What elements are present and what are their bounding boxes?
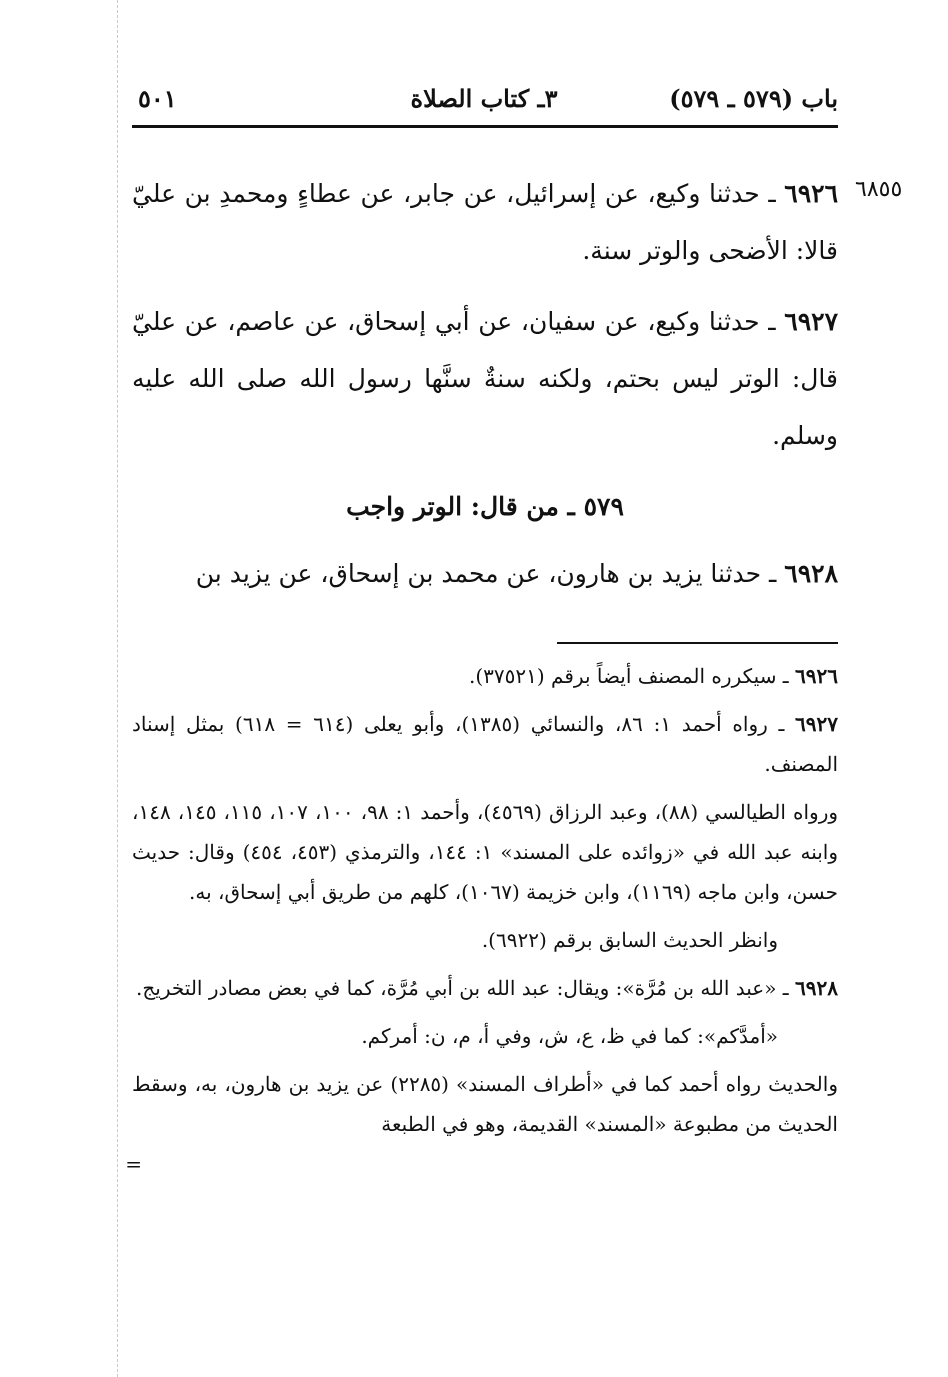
margin-hadith-marker: ٦٨٥٥: [855, 177, 903, 202]
header-rule: [132, 125, 838, 128]
hadith-6927: [132, 293, 838, 464]
page-header: [130, 84, 838, 124]
section-heading: ٥٧٩ ـ من قال: الوتر واجب: [346, 492, 624, 521]
footnote-6928-variant: «أمدَّكم»: كما في ظ، ع، ش، وفي أ، م، ن: أمركم.: [361, 1024, 778, 1048]
hadith-number: ٦٩٢٨: [784, 559, 838, 588]
footnote-6927-see-also: وانظر الحديث السابق برقم (٦٩٢٢).: [481, 928, 778, 952]
footnote-text: ـ «عبد الله بن مُرَّة»: ويقال: عبد الله بن أبي مُرَّة، كما في بعض مصادر التخريج.: [136, 976, 796, 1000]
hadith-text: ـ حدثنا وكيع، عن سفيان، عن أبي إسحاق، عن عاصم، عن عليّ قال: الوتر ليس بحتم، ولكنه سنةٌ سنَّها رسول الله صلى الله عليه وسلم.: [132, 307, 838, 450]
page-number: ٥٠١: [138, 84, 177, 113]
hadith-6928: [132, 545, 838, 602]
footnote-separator: [557, 642, 838, 644]
main-text: [132, 165, 838, 602]
chapter-range: باب (٥٧٩ ـ ٥٧٩): [669, 84, 838, 113]
footnote-text: ـ سيكرره المصنف أيضاً برقم (٣٧٥٢١).: [468, 664, 796, 688]
footnote-number: ٦٩٢٦: [795, 664, 838, 688]
book-title: ٣ـ كتاب الصلاة: [410, 84, 558, 113]
footnote-6927-sources: ورواه الطيالسي (٨٨)، وعبد الرزاق (٤٥٦٩)، وأحمد ١: ٩٨، ١٠٠، ١٠٧، ١١٥، ١٤٥، ١٤٨، وابنه عبد الله في «زوائده على المسند» ١: ١٤٤، والترمذي (٤٥٣، ٤٥٤) وقال: حديث حسن، وابن ماجه (١١٦٩)، وابن خزيمة (١٠٦٧)، كلهم من طريق أبي إسحاق، به.: [132, 800, 839, 904]
hadith-text: ـ حدثنا وكيع، عن إسرائيل، عن جابر، عن عطاءٍ ومحمدِ بن عليّ قالا: الأضحى والوتر سنة.: [132, 179, 838, 265]
footnote-6928: [132, 968, 838, 1008]
hadith-number: ٦٩٢٧: [784, 307, 838, 336]
footnote-6927: [132, 704, 838, 784]
footnote-6926: [132, 656, 838, 696]
footnote-text: ـ رواه أحمد ١: ٨٦، والنسائي (١٣٨٥)، وأبو يعلى (٦١٤ = ٦١٨) بمثل إسناد المصنف.: [132, 712, 838, 776]
continuation-mark: =: [125, 1152, 142, 1176]
footnotes: [125, 656, 839, 1176]
footnote-number: ٦٩٢٨: [795, 976, 838, 1000]
hadith-6926: [132, 165, 838, 279]
hadith-number: ٦٩٢٦: [784, 179, 838, 208]
footnote-6928-source: والحديث رواه أحمد كما في «أطراف المسند» (٢٢٨٥) عن يزيد بن هارون، به، وسقط الحديث من مطبوعة «المسند» القديمة، وهو في الطبعة: [132, 1072, 838, 1136]
footnote-number: ٦٩٢٧: [795, 712, 838, 736]
hadith-text: ـ حدثنا يزيد بن هارون، عن محمد بن إسحاق، عن يزيد بن: [195, 559, 785, 588]
